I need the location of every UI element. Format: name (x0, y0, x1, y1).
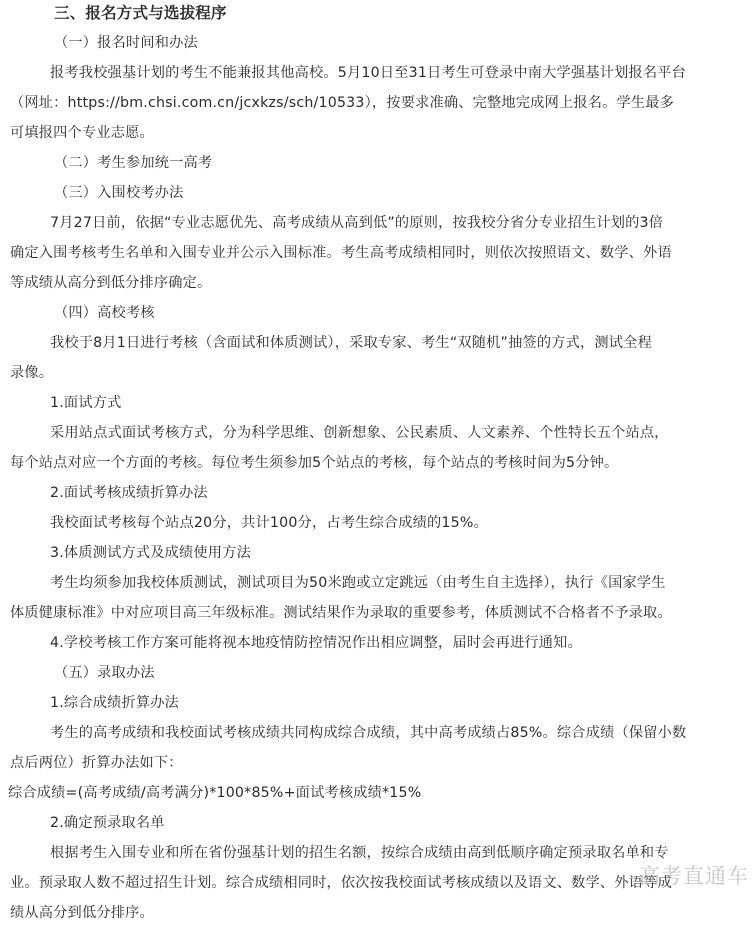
paragraph-line: 业。预录取人数不超过招生计划。综合成绩相同时，依次按我校面试考核成绩以及语文、数学、外语等成 (10, 875, 672, 891)
paragraph-line: 我校于8月1日进行考核（含面试和体质测试），采取专家、考生“双随机”抽签的方式，测试全程 (50, 335, 652, 351)
subsection-heading-assessment: （四）高校考核 (54, 305, 155, 321)
paragraph-line: 录像。 (10, 365, 54, 381)
paragraph-line: 等成绩从高分到低分排序确定。 (10, 275, 212, 291)
paragraph-line: 可填报四个专业志愿。 (10, 125, 154, 141)
item-heading-composite-score: 1.综合成绩折算办法 (50, 695, 180, 711)
paragraph-line: 考生的高考成绩和我校面试考核成绩共同构成综合成绩，其中高考成绩占85%。综合成绩（保留小数 (50, 725, 687, 741)
item-notice-adjustment: 4.学校考核工作方案可能将视本地疫情防控情况作出相应调整，届时会再进行通知。 (50, 635, 582, 651)
paragraph-line: 我校面试考核每个站点20分，共计100分，占考生综合成绩的15%。 (50, 515, 488, 531)
paragraph-line: 绩从高分到低分排序。 (10, 905, 154, 921)
subsection-heading-registration: （一）报名时间和办法 (54, 35, 198, 51)
watermark-text: 高考直通车 (639, 864, 749, 888)
item-heading-pre-admission: 2.确定预录取名单 (50, 815, 165, 831)
section-title: 三、报名方式与选拔程序 (54, 4, 227, 22)
score-formula: 综合成绩=(高考成绩/高考满分)*100*85%+面试考核成绩*15% (8, 785, 422, 801)
subsection-heading-admission: （五）录取办法 (54, 665, 155, 681)
item-heading-interview-score: 2.面试考核成绩折算办法 (50, 485, 208, 501)
paragraph-line: 7月27日前，依据“专业志愿优先、高考成绩从高到低”的原则，按我校分省分专业招生计划的3倍 (50, 215, 664, 231)
subsection-heading-gaokao: （二）考生参加统一高考 (54, 155, 213, 171)
paragraph-line: （网址：https://bm.chsi.com.cn/jcxkzs/sch/10533），按要求准确、完整地完成网上报名。学生最多 (10, 95, 675, 111)
item-heading-physical-test: 3.体质测试方式及成绩使用方法 (50, 545, 251, 561)
paragraph-line: 采用站点式面试考核方式，分为科学思维、创新想象、公民素质、人文素养、个性特长五个站点， (50, 425, 669, 441)
paragraph-line: 点后两位）折算办法如下： (10, 755, 183, 771)
item-heading-interview-method: 1.面试方式 (50, 395, 122, 411)
paragraph-line: 确定入围考核考生名单和入围专业并公示入围标准。考生高考成绩相同时，则依次按照语文、数学、外语 (10, 245, 672, 261)
paragraph-line: 根据考生入围专业和所在省份强基计划的招生名额，按综合成绩由高到低顺序确定预录取名单和专 (50, 845, 669, 861)
paragraph-line: 每个站点对应一个方面的考核。每位考生须参加5个站点的考核，每个站点的考核时间为5分钟。 (10, 455, 619, 471)
paragraph-line: 考生均须参加我校体质测试，测试项目为50米跑或立定跳远（由考生自主选择），执行《国家学生 (50, 575, 666, 591)
paragraph-line: 体质健康标准》中对应项目高三年级标准。测试结果作为录取的重要参考，体质测试不合格者不予录取。 (10, 605, 672, 621)
paragraph-line: 报考我校强基计划的考生不能兼报其他高校。5月10日至31日考生可登录中南大学强基计划报名平台 (50, 65, 687, 81)
subsection-heading-qualification: （三）入围校考办法 (54, 185, 184, 201)
